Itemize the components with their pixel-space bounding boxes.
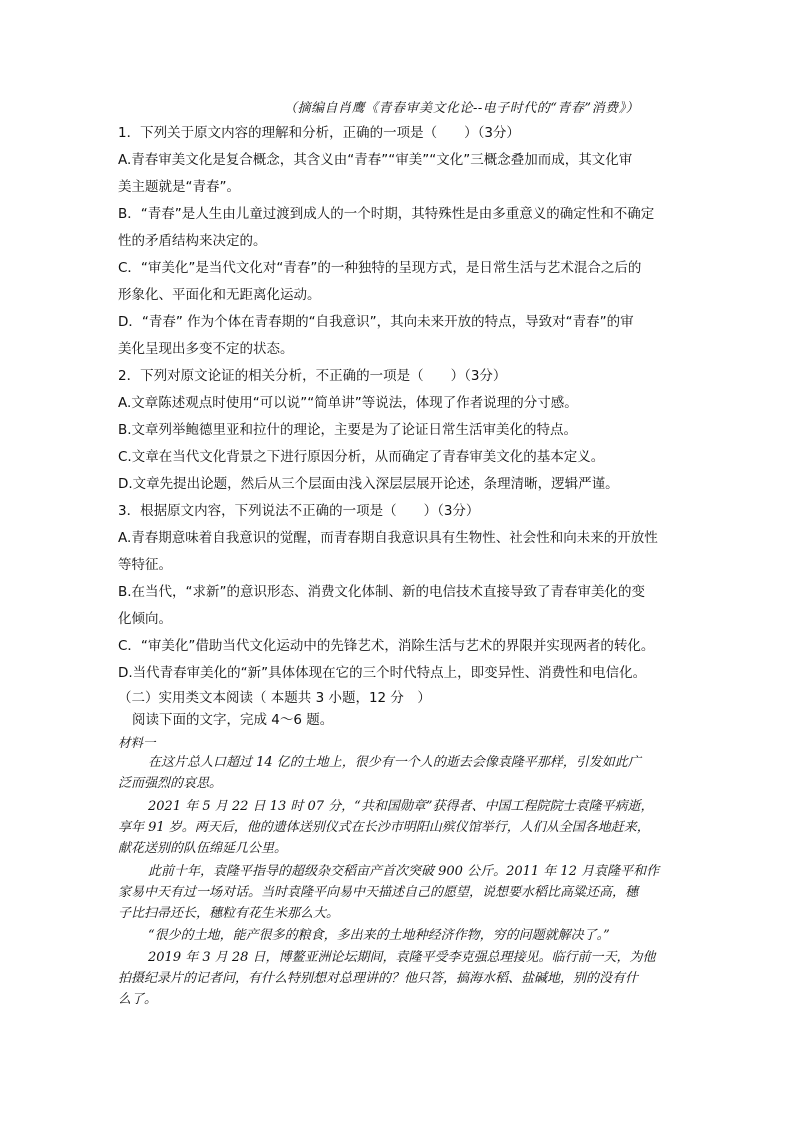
material-paragraph-4: “很少的土地，能产很多的粮食，多出来的土地种经济作物，穷的问题就解决了。” [148, 928, 610, 943]
question-1-option-a: A.青春审美文化是复合概念，其含义由“青春”“审美”“文化”三概念叠加而成，其文化审 [118, 152, 633, 168]
question-3-option-d: D.当代青春审美化的“新”具体体现在它的三个时代特点上，即变异性、消费性和电信化。 [118, 665, 647, 681]
material-label: 材料一 [118, 735, 156, 750]
material-paragraph-5-cont: 拍摄纪录片的记者问，有什么特别想对总理讲的？他只答，搞海水稻、盐碱地，别的没有什 [118, 971, 639, 986]
question-2-option-b: B.文章列举鲍德里亚和拉什的理论，主要是为了论证日常生活审美化的特点。 [118, 422, 578, 438]
question-1-option-b: B．“青春”是人生由儿童过渡到成人的一个时期，其特殊性是由多重意义的确定性和不确定 [118, 206, 655, 222]
question-3-option-c: C．“审美化”借助当代文化运动中的先锋艺术，消除生活与艺术的界限并实现两者的转化。 [118, 638, 655, 654]
question-2-option-c: C.文章在当代文化背景之下进行原因分析，从而确定了青春审美文化的基本定义。 [118, 449, 605, 465]
question-1-option-c: C．“审美化”是当代文化对“青春”的一种独特的呈现方式，是日常生活与艺术混合之后的 [118, 260, 642, 276]
material-paragraph-1-cont: 泛而强烈的哀思。 [118, 776, 223, 791]
material-paragraph-3-cont2: 子比扫帚还长，穗粒有花生米那么大。 [118, 906, 340, 921]
material-paragraph-5: 2019 年 3 月 28 日，博鳌亚洲论坛期间，袁隆平受李克强总理接见。临行前一天，为他 [148, 950, 656, 965]
question-1-option-d: D．“青春” 作为个体在青春期的“自我意识”，其向未来开放的特点，导致对“青春”的审 [118, 314, 634, 330]
question-3-option-b: B.在当代，“求新”的意识形态、消费文化体制、新的电信技术直接导致了青春审美化的变 [118, 584, 646, 600]
question-2-stem: 2．下列对原文论证的相关分析，不正确的一项是（ ）（3分） [118, 368, 507, 384]
material-paragraph-5-cont2: 么了。 [118, 992, 158, 1007]
section-2-instruction: 阅读下面的文字，完成 4～6 题。 [132, 712, 334, 728]
source-note: （摘编自肖鹰《青春审美文化论--电子时代的“青春”消费》） [284, 101, 640, 116]
material-paragraph-2: 2021 年 5 月 22 日 13 时 07 分，“共和国勋章”获得者、中国工程院院士袁隆平病逝， [148, 799, 654, 814]
material-paragraph-1: 在这片总人口超过 14 亿的土地上，很少有一个人的逝去会像袁隆平那样，引发如此广 [148, 755, 641, 770]
question-1-stem: 1．下列关于原文内容的理解和分析，正确的一项是（ ）（3分） [118, 125, 520, 141]
question-3-option-b-cont: 化倾向。 [118, 611, 172, 627]
section-2-heading: （二）实用类文本阅读（ 本题共 3 小题，12 分 ） [118, 690, 431, 706]
question-2-option-d: D.文章先提出论题，然后从三个层面由浅入深层层展开论述，条理清晰，逻辑严谨。 [118, 476, 619, 492]
question-1-option-c-cont: 形象化、平面化和无距离化运动。 [118, 287, 321, 303]
question-3-option-a-cont: 等特征。 [118, 557, 172, 573]
material-paragraph-3-cont: 家易中天有过一场对话。当时袁隆平向易中天描述自己的愿望，说想要水稻比高粱还高，穗 [118, 885, 639, 900]
material-paragraph-3: 此前十年，袁隆平指导的超级杂交稻亩产首次突破 900 公斤。2011 年 12 月袁隆平和作 [148, 864, 660, 879]
question-2-option-a: A.文章陈述观点时使用“可以说”“简单讲”等说法，体现了作者说理的分寸感。 [118, 395, 578, 411]
question-3-stem: 3．根据原文内容，下列说法不正确的一项是（ ）（3分） [118, 503, 480, 519]
question-1-option-d-cont: 美化呈现出多变不定的状态。 [118, 341, 294, 357]
material-paragraph-2-cont2: 献花送别的队伍绵延几公里。 [118, 841, 288, 856]
question-1-option-a-cont: 美主题就是“青春”。 [118, 179, 240, 195]
material-paragraph-2-cont: 享年 91 岁。两天后，他的遗体送别仪式在长沙市明阳山殡仪馆举行，人们从全国各地赶来， [118, 820, 650, 835]
question-1-option-b-cont: 性的矛盾结构来决定的。 [118, 233, 267, 249]
question-3-option-a: A.青春期意味着自我意识的觉醒，而青春期自我意识具有生物性、社会性和向未来的开放性 [118, 530, 658, 546]
